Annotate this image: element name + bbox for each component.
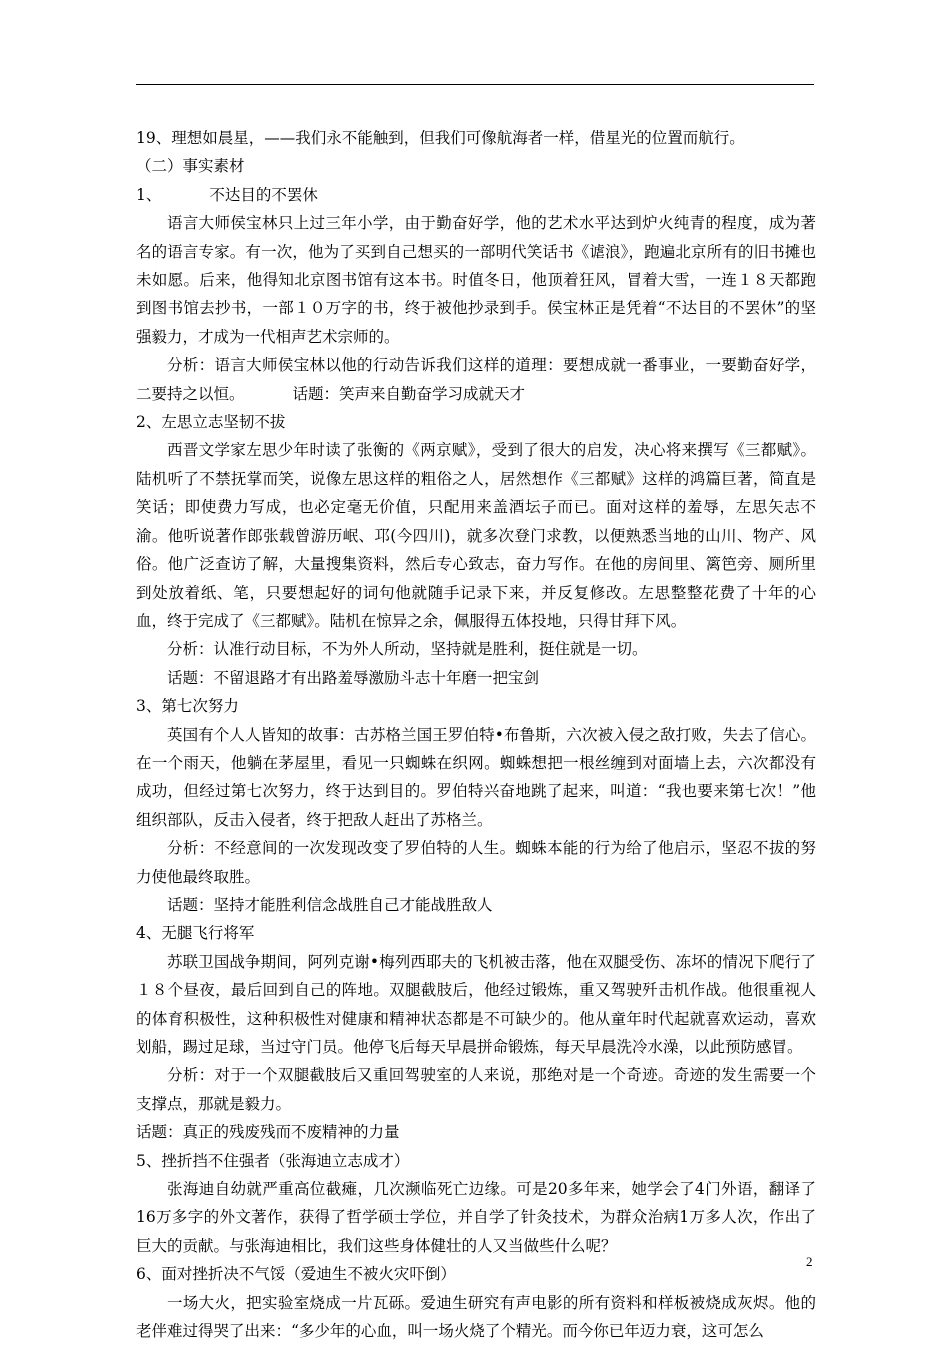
item-1-topic: 话题：笑声来自勤奋学习成就天才	[292, 384, 526, 403]
item-3-analysis: 分析：不经意间的一次发现改变了罗伯特的人生。蜘蛛本能的行为给了他启示，坚忍不拔的努力使他最终取胜。	[136, 839, 816, 886]
item-2-body: 西晋文学家左思少年时读了张衡的《两京赋》，受到了很大的启发，决心将来撰写《三都赋》。陆机听了不禁抚掌而笑，说像左思这样的粗俗之人，居然想作《三都赋》这样的鸿篇巨著，简直是笑话；即使费力写成，也必定毫无价值，只配用来盖酒坛子而已。面对这样的羞辱，左思矢志不渝。他听说著作郎张载曾游历岷、邛(今四川)，就多次登门求教，以便熟悉当地的山川、物产、风俗。他广泛查访了解，大量搜集资料，然后专心致志，奋力写作。在他的房间里、篱笆旁、厕所里到处放着纸、笔，只要想起好的词句他就随手记录下来，并反复修改。左思整整花费了十年的心血，终于完成了《三都赋》。陆机在惊异之余，佩服得五体投地，只得甘拜下风。	[136, 441, 816, 630]
page-number: 2	[806, 1254, 813, 1269]
item-1-title	[136, 181, 816, 209]
item-1-heading: 不达目的不罢休	[209, 185, 318, 204]
item-1-body: 语言大师侯宝林只上过三年小学，由于勤奋好学，他的艺术水平达到炉火纯青的程度，成为著名的语言专家。有一次，他为了买到自己想买的一部明代笑话书《谑浪》，跑遍北京所有的旧书摊也未如愿。后来，他得知北京图书馆有这本书。时值冬日，他顶着狂风，冒着大雪，一连１８天都跑到图书馆去抄书，一部１０万字的书，终于被他抄录到手。侯宝林正是凭着“不达目的不罢休”的坚强毅力，才成为一代相声艺术宗师的。	[136, 214, 816, 346]
item-6-title: 6、面对挫折决不气馁（爱迪生不被火灾吓倒）	[136, 1265, 456, 1284]
item-2-topic: 话题：不留退路才有出路羞辱激励斗志十年磨一把宝剑	[167, 668, 540, 687]
item-6-body: 一场大火，把实验室烧成一片瓦砾。爱迪生研究有声电影的所有资料和样板被烧成灰烬。他的老伴难过得哭了出来：“多少年的心血，叫一场火烧了个精光。而今你已年迈力衰，这可怎么	[136, 1293, 816, 1341]
item-5-title: 5、挫折挡不住强者（张海迪立志成才）	[136, 1151, 410, 1170]
item-4-topic: 话题：真正的残废残而不废精神的力量	[136, 1123, 400, 1142]
item-2-title: 2、左思立志坚韧不拔	[136, 413, 286, 432]
item-3-body: 英国有个人人皆知的故事：古苏格兰国王罗伯特•布鲁斯，六次被入侵之敌打败，失去了信心。在一个雨天，他躺在茅屋里，看见一只蜘蛛在织网。蜘蛛想把一根丝缠到对面墙上去，六次都没有成功，但经过第七次努力，终于达到目的。罗伯特兴奋地跳了起来，叫道：“我也要来第七次！”他组织部队，反击入侵者，终于把敌人赶出了苏格兰。	[136, 725, 816, 829]
header-rule	[136, 84, 814, 85]
item-4-analysis: 分析：对于一个双腿截肢后又重回驾驶室的人来说，那绝对是一个奇迹。奇迹的发生需要一个支撑点，那就是毅力。	[136, 1066, 816, 1113]
item-4-body: 苏联卫国战争期间，阿列克谢•梅列西耶夫的飞机被击落，他在双腿受伤、冻坏的情况下爬行了１８个昼夜，最后回到自己的阵地。双腿截肢后，他经过锻炼，重又驾驶歼击机作战。他很重视人的体育积极性，这种积极性对健康和精神状态都是不可缺少的。他从童年时代起就喜欢运动，喜欢划船，踢过足球，当过守门员。他停飞后每天早晨拼命锻炼，每天早晨洗冷水澡，以此预防感冒。	[136, 952, 816, 1056]
item-3-title: 3、第七次努力	[136, 697, 239, 716]
item-2-analysis: 分析：认准行动目标，不为外人所动，坚持就是胜利，挺住就是一切。	[167, 640, 648, 659]
item-1-number: 1、	[136, 185, 162, 204]
item-4-title: 4、无腿飞行将军	[136, 924, 255, 943]
section-title: （二）事实素材	[136, 157, 245, 176]
item-1-analysis	[136, 351, 816, 408]
quote-19: 19、理想如晨星，——我们永不能触到，但我们可像航海者一样，借星光的位置而航行。	[136, 129, 745, 147]
item-3-topic: 话题：坚持才能胜利信念战胜自己才能战胜敌人	[167, 895, 493, 914]
item-1-analysis-text: 分析：语言大师侯宝林以他的行动告诉我们这样的道理：要想成就一番事业，一要勤奋好学，二要持之以恒。	[136, 356, 816, 403]
item-5-body: 张海迪自幼就严重高位截瘫，几次濒临死亡边缘。可是20多年来，她学会了4门外语，翻译了16万多字的外文著作，获得了哲学硕士学位，并自学了针灸技术，为群众治病1万多人次，作出了巨大的贡献。与张海迪相比，我们这些身体健壮的人又当做些什么呢？	[136, 1180, 816, 1255]
page-content	[136, 124, 816, 1345]
